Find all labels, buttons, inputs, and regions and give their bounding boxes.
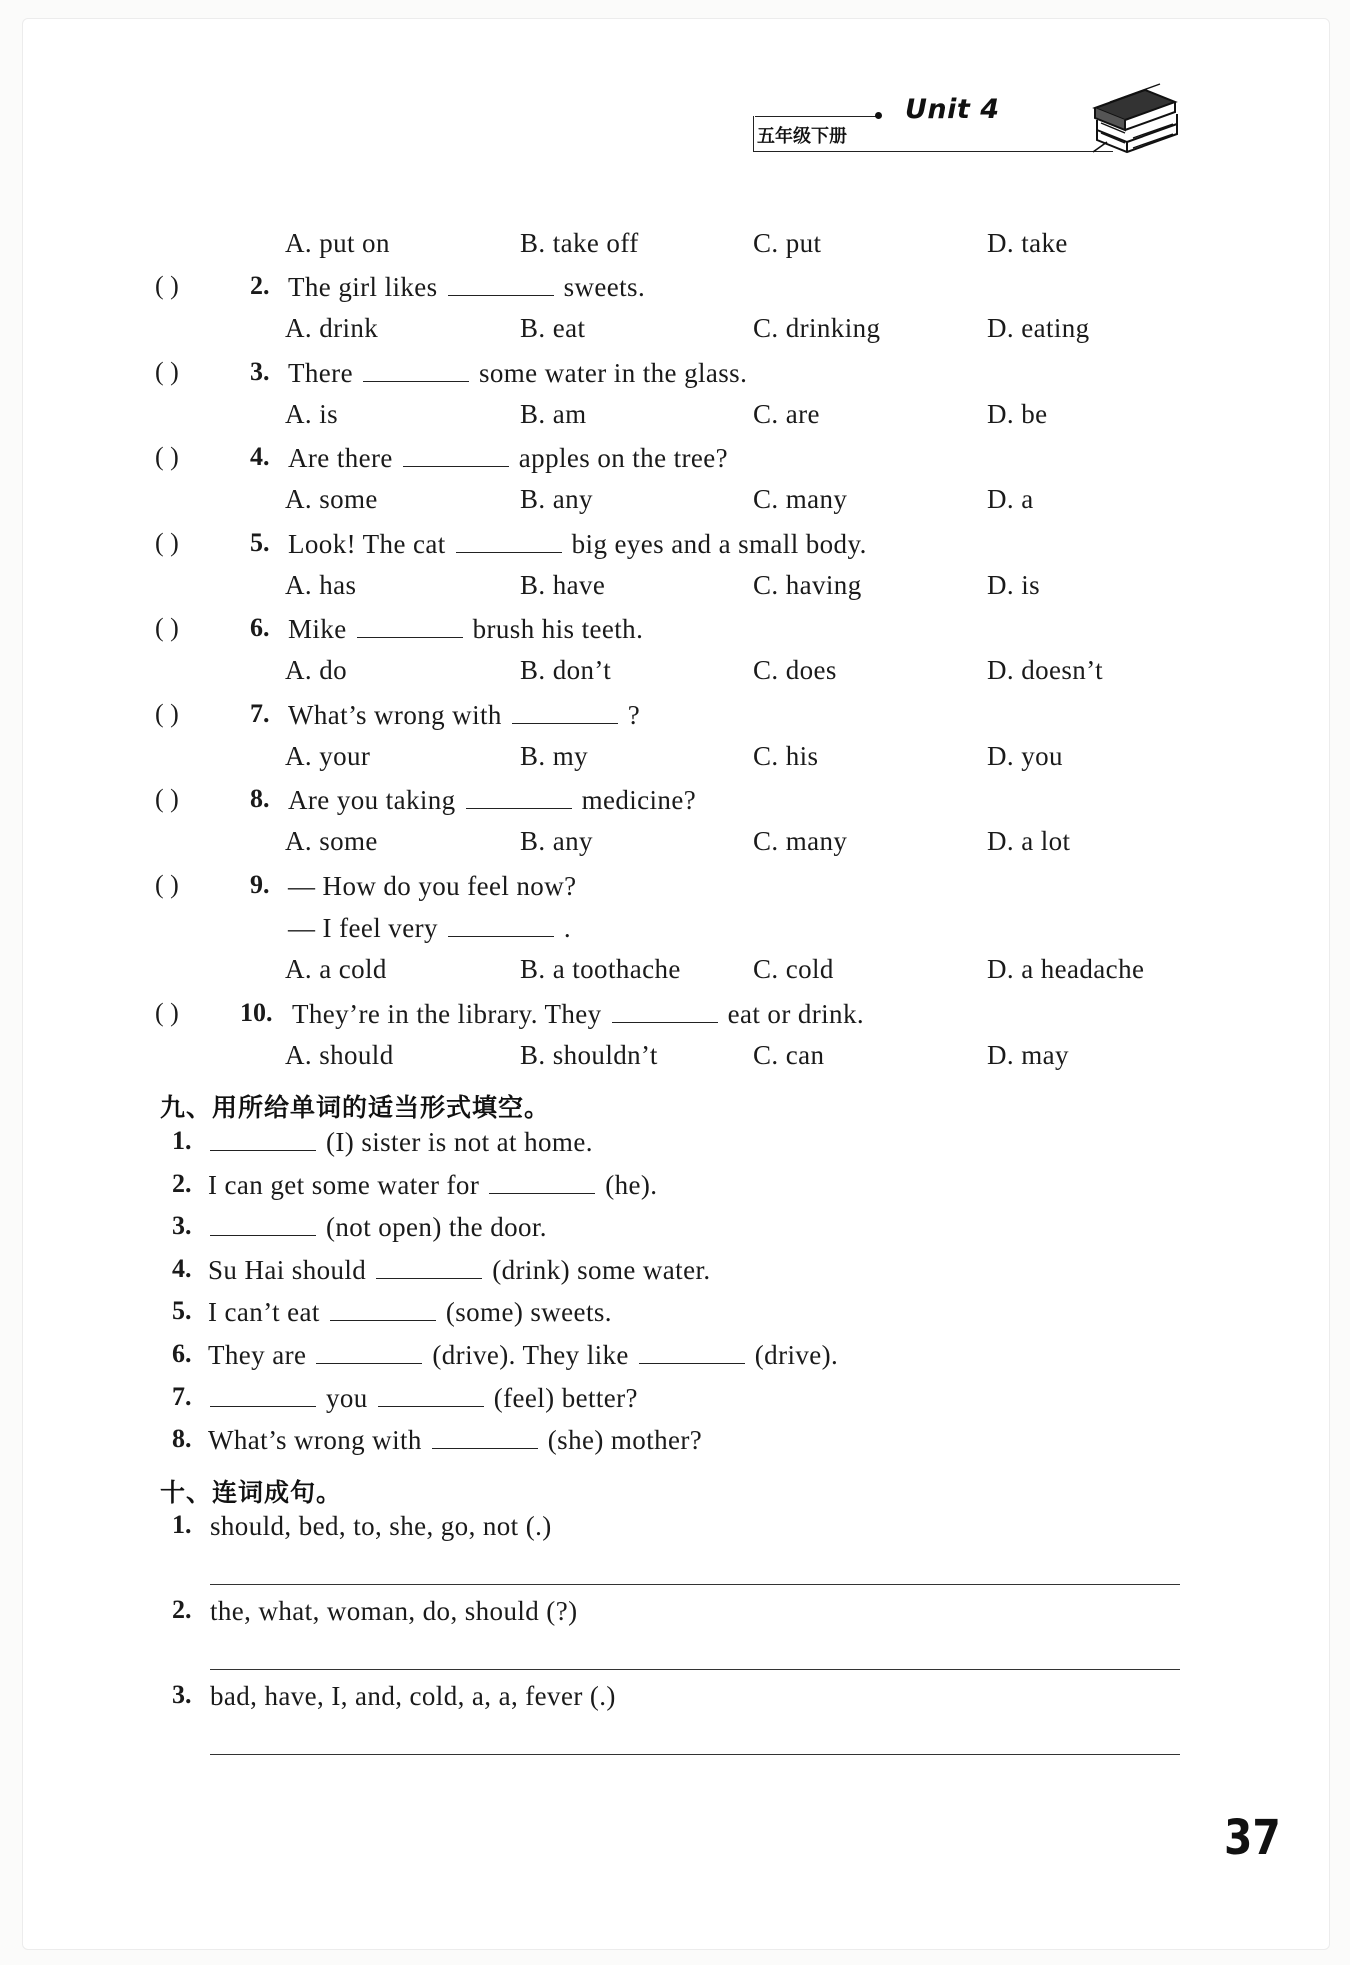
option-d[interactable]: D. take bbox=[987, 228, 1068, 258]
answer-line[interactable] bbox=[210, 1754, 1180, 1755]
question-text bbox=[288, 357, 747, 389]
answer-blank[interactable] bbox=[639, 1341, 745, 1364]
fill-in-item bbox=[208, 1169, 657, 1201]
answer-paren[interactable]: ( ) bbox=[155, 442, 179, 471]
item-number: 2. bbox=[172, 1595, 192, 1624]
question-number: 8. bbox=[250, 784, 270, 813]
answer-paren[interactable]: ( ) bbox=[155, 699, 179, 728]
answer-paren[interactable]: ( ) bbox=[155, 998, 179, 1027]
item-number: 8. bbox=[172, 1424, 192, 1453]
answer-blank[interactable] bbox=[466, 786, 572, 809]
option-d[interactable]: D. a bbox=[987, 484, 1034, 514]
item-text: (he). bbox=[605, 1170, 658, 1200]
answer-paren[interactable]: ( ) bbox=[155, 870, 179, 899]
answer-blank[interactable] bbox=[376, 1256, 482, 1279]
page-header bbox=[745, 80, 1180, 160]
option-d[interactable]: D. eating bbox=[987, 313, 1090, 343]
answer-paren[interactable]: ( ) bbox=[155, 357, 179, 386]
answer-blank[interactable] bbox=[612, 1000, 718, 1023]
option-c[interactable]: C. are bbox=[753, 399, 820, 429]
question-stem-end: ? bbox=[627, 700, 641, 730]
scrambled-words: bad, have, I, and, cold, a, a, fever (.) bbox=[210, 1681, 616, 1711]
books-stack-icon bbox=[1085, 80, 1180, 158]
answer-paren[interactable]: ( ) bbox=[155, 271, 179, 300]
option-a[interactable]: A. a cold bbox=[285, 954, 387, 984]
option-c[interactable]: C. can bbox=[753, 1040, 825, 1070]
question-number: 9. bbox=[250, 870, 270, 899]
item-text: Su Hai should bbox=[208, 1255, 367, 1285]
option-a[interactable]: A. your bbox=[285, 741, 371, 771]
option-d[interactable]: D. may bbox=[987, 1040, 1069, 1070]
answer-paren[interactable]: ( ) bbox=[155, 613, 179, 642]
option-a[interactable]: A. do bbox=[285, 655, 347, 685]
question-text bbox=[288, 528, 867, 560]
question-stem-end: eat or drink. bbox=[727, 999, 864, 1029]
fill-in-item bbox=[200, 1211, 547, 1243]
item-text: (feel) better? bbox=[493, 1383, 638, 1413]
fill-in-item bbox=[200, 1382, 638, 1414]
scrambled-words: the, what, woman, do, should (?) bbox=[210, 1596, 578, 1626]
option-c[interactable]: C. cold bbox=[753, 954, 834, 984]
item-number: 3. bbox=[172, 1211, 192, 1240]
option-a[interactable]: A. has bbox=[285, 570, 357, 600]
option-b[interactable]: B. shouldn’t bbox=[520, 1040, 658, 1070]
option-a[interactable]: A. put on bbox=[285, 228, 390, 258]
question-number: 2. bbox=[250, 271, 270, 300]
item-text: (she) mother? bbox=[547, 1425, 703, 1455]
unit-label: Unit 4 bbox=[905, 94, 1000, 125]
scrambled-words: should, bed, to, she, go, not (.) bbox=[210, 1511, 552, 1541]
item-text: you bbox=[326, 1383, 368, 1413]
question-stem-end: big eyes and a small body. bbox=[571, 529, 867, 559]
question-stem-end: apples on the tree? bbox=[518, 443, 729, 473]
item-text: (not open) the door. bbox=[326, 1212, 547, 1242]
page-number: 37 bbox=[1224, 1810, 1281, 1866]
option-d[interactable]: D. be bbox=[987, 399, 1048, 429]
answer-blank[interactable] bbox=[330, 1298, 436, 1321]
answer-paren[interactable]: ( ) bbox=[155, 528, 179, 557]
dialogue-line-2 bbox=[288, 912, 571, 944]
question-text bbox=[288, 699, 640, 731]
option-c[interactable]: C. many bbox=[753, 484, 848, 514]
question-stem: Look! The cat bbox=[288, 529, 446, 559]
question-number: 3. bbox=[250, 357, 270, 386]
option-d[interactable]: D. a lot bbox=[987, 826, 1071, 856]
option-b[interactable]: B. don’t bbox=[520, 655, 612, 685]
question-text bbox=[288, 271, 645, 303]
item-number: 3. bbox=[172, 1680, 192, 1709]
answer-blank[interactable] bbox=[210, 1384, 316, 1407]
item-text: I can’t eat bbox=[208, 1297, 320, 1327]
answer-blank[interactable] bbox=[357, 615, 463, 638]
option-b[interactable]: B. a toothache bbox=[520, 954, 681, 984]
item-number: 6. bbox=[172, 1339, 192, 1368]
item-text: I can get some water for bbox=[208, 1170, 480, 1200]
option-a[interactable]: A. drink bbox=[285, 313, 379, 343]
option-c[interactable]: C. drinking bbox=[753, 313, 881, 343]
header-rule-left bbox=[753, 116, 754, 152]
answer-line[interactable] bbox=[210, 1584, 1180, 1585]
item-number: 7. bbox=[172, 1382, 192, 1411]
dialogue-line-1: — How do you feel now? bbox=[288, 871, 577, 901]
header-underline bbox=[753, 151, 1113, 152]
item-number: 1. bbox=[172, 1126, 192, 1155]
answer-blank[interactable] bbox=[448, 273, 554, 296]
question-stem: What’s wrong with bbox=[288, 700, 502, 730]
option-c[interactable]: C. put bbox=[753, 228, 822, 258]
question-stem-end: . bbox=[563, 913, 572, 943]
item-text: (drink) some water. bbox=[492, 1255, 711, 1285]
question-stem-end: sweets. bbox=[563, 272, 646, 302]
answer-blank[interactable] bbox=[210, 1128, 316, 1151]
question-stem: The girl likes bbox=[288, 272, 438, 302]
answer-blank[interactable] bbox=[432, 1426, 538, 1449]
item-number: 5. bbox=[172, 1296, 192, 1325]
item-text: (drive). bbox=[754, 1340, 839, 1370]
option-c[interactable]: C. his bbox=[753, 741, 819, 771]
option-b[interactable]: B. any bbox=[520, 484, 593, 514]
answer-blank[interactable] bbox=[403, 444, 509, 467]
question-stem-end: brush his teeth. bbox=[472, 614, 644, 644]
item-text: (I) sister is not at home. bbox=[326, 1127, 593, 1157]
question-text bbox=[288, 613, 643, 645]
option-d[interactable]: D. doesn’t bbox=[987, 655, 1103, 685]
section-10-title: 十、连词成句。 bbox=[160, 1478, 343, 1507]
option-a[interactable]: A. some bbox=[285, 826, 378, 856]
option-b[interactable]: B. any bbox=[520, 826, 593, 856]
answer-blank[interactable] bbox=[489, 1171, 595, 1194]
question-text bbox=[288, 442, 728, 474]
question-text bbox=[292, 998, 864, 1030]
option-b[interactable]: B. take off bbox=[520, 228, 639, 258]
answer-blank[interactable] bbox=[512, 701, 618, 724]
answer-blank[interactable] bbox=[363, 359, 469, 382]
question-stem: — I feel very bbox=[288, 913, 438, 943]
answer-blank[interactable] bbox=[378, 1384, 484, 1407]
option-d[interactable]: D. a headache bbox=[987, 954, 1145, 984]
question-stem: There bbox=[288, 358, 353, 388]
item-text: (some) sweets. bbox=[445, 1297, 612, 1327]
header-dot bbox=[875, 112, 882, 119]
question-number: 5. bbox=[250, 528, 270, 557]
question-number: 6. bbox=[250, 613, 270, 642]
option-d[interactable]: D. you bbox=[987, 741, 1063, 771]
answer-blank[interactable] bbox=[448, 914, 554, 937]
question-stem-end: medicine? bbox=[581, 785, 697, 815]
section-9-title: 九、用所给单词的适当形式填空。 bbox=[160, 1093, 551, 1122]
question-number: 4. bbox=[250, 442, 270, 471]
header-rule bbox=[755, 116, 877, 117]
option-c[interactable]: C. having bbox=[753, 570, 862, 600]
question-stem: Are there bbox=[288, 443, 393, 473]
answer-blank[interactable] bbox=[210, 1213, 316, 1236]
grade-label: 五年级下册 bbox=[757, 126, 847, 147]
question-number: 10. bbox=[240, 998, 273, 1027]
option-b[interactable]: B. am bbox=[520, 399, 587, 429]
answer-blank[interactable] bbox=[456, 530, 562, 553]
item-number: 2. bbox=[172, 1169, 192, 1198]
option-b[interactable]: B. have bbox=[520, 570, 606, 600]
answer-line[interactable] bbox=[210, 1669, 1180, 1670]
answer-paren[interactable]: ( ) bbox=[155, 784, 179, 813]
option-a[interactable]: A. some bbox=[285, 484, 378, 514]
question-stem: Mike bbox=[288, 614, 347, 644]
option-c[interactable]: C. does bbox=[753, 655, 837, 685]
question-text bbox=[288, 784, 696, 816]
option-b[interactable]: B. eat bbox=[520, 313, 586, 343]
answer-blank[interactable] bbox=[316, 1341, 422, 1364]
item-number: 1. bbox=[172, 1510, 192, 1539]
option-a[interactable]: A. should bbox=[285, 1040, 394, 1070]
option-c[interactable]: C. many bbox=[753, 826, 848, 856]
question-stem-end: some water in the glass. bbox=[478, 358, 748, 388]
item-number: 4. bbox=[172, 1254, 192, 1283]
option-a[interactable]: A. is bbox=[285, 399, 339, 429]
item-text: (drive). They like bbox=[432, 1340, 629, 1370]
fill-in-item bbox=[208, 1254, 711, 1286]
question-stem: Are you taking bbox=[288, 785, 456, 815]
question-number: 7. bbox=[250, 699, 270, 728]
item-text: What’s wrong with bbox=[208, 1425, 422, 1455]
question-stem: They’re in the library. They bbox=[292, 999, 602, 1029]
fill-in-item bbox=[208, 1296, 612, 1328]
item-text: They are bbox=[208, 1340, 307, 1370]
fill-in-item bbox=[208, 1424, 702, 1456]
fill-in-item bbox=[200, 1126, 593, 1158]
option-b[interactable]: B. my bbox=[520, 741, 589, 771]
option-d[interactable]: D. is bbox=[987, 570, 1041, 600]
fill-in-item bbox=[208, 1339, 838, 1371]
